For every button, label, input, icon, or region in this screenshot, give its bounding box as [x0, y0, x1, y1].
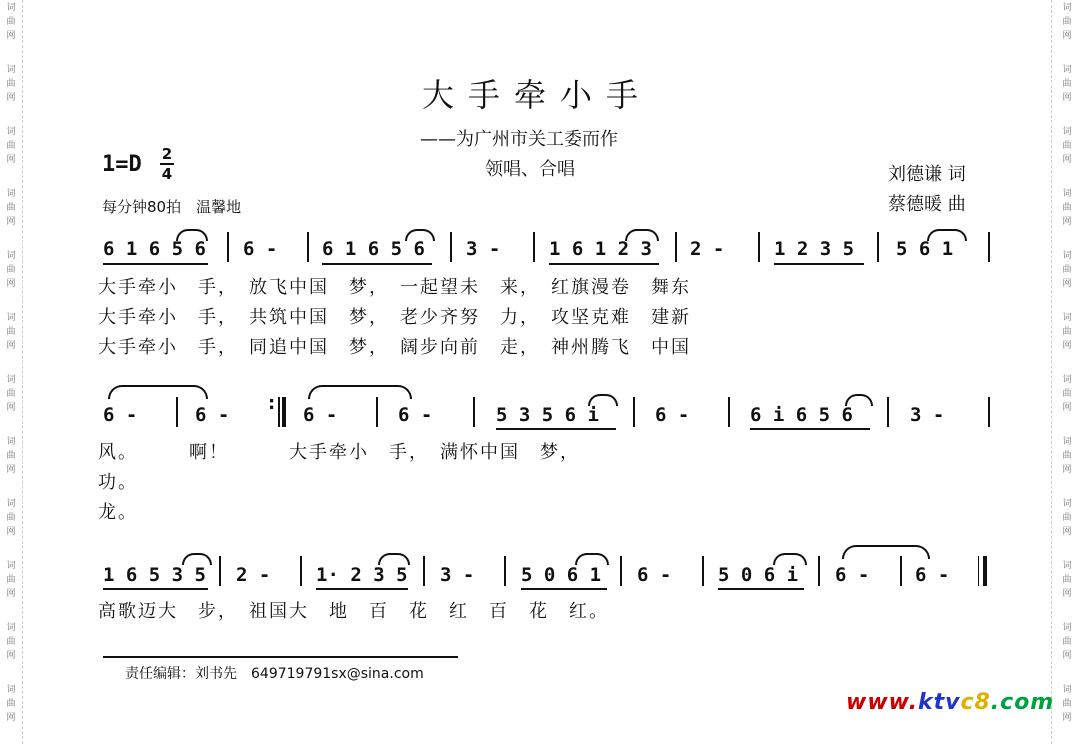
side-mark-char: 曲: [1062, 203, 1072, 213]
side-mark-char: 曲: [6, 451, 16, 461]
beam: [103, 263, 208, 265]
slur: [378, 553, 410, 565]
measure-12: 6 -: [398, 404, 433, 426]
editor-credit: 责任编辑：刘书先 649719791sx@sina.com: [125, 666, 424, 682]
side-mark-char: 网: [1062, 93, 1072, 103]
side-mark-char: 曲: [6, 327, 16, 337]
measure-19: 1· 2 3 5: [316, 564, 408, 586]
measure-1: 6 1 6 5 6: [103, 238, 206, 260]
measure-10: 6 -: [195, 404, 230, 426]
side-mark-char: 网: [6, 155, 16, 165]
time-signature-top: 2: [161, 145, 173, 163]
side-mark-char: 网: [1062, 341, 1072, 351]
barline: [533, 232, 535, 262]
barline: [307, 232, 309, 262]
barline: [450, 232, 452, 262]
song-subtitle: ——为广州市关工委而作: [420, 129, 618, 150]
measure-23: 5 0 6 i: [718, 564, 799, 586]
side-mark-char: 词: [1062, 313, 1072, 323]
side-mark-char: 词: [1062, 189, 1072, 199]
side-mark-char: 词: [6, 65, 16, 75]
beam: [322, 263, 432, 265]
beam: [496, 428, 616, 430]
time-signature: [160, 146, 174, 182]
measure-2: 6 -: [243, 238, 278, 260]
barline: [728, 397, 730, 427]
barline: [219, 556, 221, 586]
side-mark-char: 曲: [6, 79, 16, 89]
side-mark-char: 词: [6, 189, 16, 199]
barline: [633, 397, 635, 427]
slur: [588, 394, 618, 406]
side-mark-char: 网: [6, 527, 16, 537]
side-mark-char: 曲: [1062, 575, 1072, 585]
side-mark-char: 词: [1062, 623, 1072, 633]
barline: [900, 556, 902, 586]
barline: [988, 232, 990, 262]
lyric-line-2: 大手牵小 手， 共筑中国 梦， 老少齐努 力， 攻坚克难 建新: [98, 307, 691, 328]
measure-4: 3 -: [466, 238, 501, 260]
side-mark-char: 词: [6, 375, 16, 385]
tie: [842, 545, 930, 559]
side-mark-char: 词: [6, 251, 16, 261]
lyric-line-1: 大手牵小 手， 放飞中国 梦， 一起望未 来， 红旗漫卷 舞东: [98, 277, 691, 298]
barline: [504, 556, 506, 586]
barline: [176, 397, 178, 427]
performance-note: 领唱、合唱: [485, 159, 575, 180]
side-mark-char: 词: [1062, 127, 1072, 137]
tempo-marking: 每分钟80拍 温馨地: [102, 198, 242, 216]
side-mark-char: 网: [6, 93, 16, 103]
lyric-line-4: 风。 啊！ 大手牵小 手， 满怀中国 梦，: [98, 442, 580, 463]
slur: [182, 553, 212, 565]
side-mark-char: 曲: [1062, 17, 1072, 27]
time-signature-bottom: 4: [161, 165, 173, 183]
side-mark-char: 网: [1062, 527, 1072, 537]
measure-7: 1 2 3 5: [774, 238, 855, 260]
side-mark-char: 网: [1062, 217, 1072, 227]
side-mark-char: 曲: [6, 575, 16, 585]
tie: [308, 385, 412, 399]
composer-credit: 蔡德暖 曲: [888, 194, 966, 215]
measure-16: 3 -: [910, 404, 945, 426]
repeat-dots: :: [268, 393, 276, 414]
barline: [227, 232, 229, 262]
lyric-line-5: 功。: [98, 472, 138, 493]
side-mark-char: 曲: [1062, 389, 1072, 399]
measure-22: 6 -: [637, 564, 672, 586]
side-mark-char: 网: [6, 713, 16, 723]
key-signature: 1=D: [102, 152, 142, 177]
side-mark-char: 网: [6, 31, 16, 41]
lyric-line-6: 龙。: [98, 502, 138, 523]
beam: [549, 263, 659, 265]
site-www: www.: [846, 690, 918, 715]
side-mark-char: 词: [6, 685, 16, 695]
side-mark-char: 词: [1062, 3, 1072, 13]
site-ktv: ktv: [917, 690, 961, 715]
beam: [750, 428, 870, 430]
side-mark-char: 网: [6, 403, 16, 413]
side-mark-char: 曲: [6, 265, 16, 275]
measure-14: 6 -: [655, 404, 690, 426]
measure-24: 6 -: [835, 564, 870, 586]
barline: [376, 397, 378, 427]
side-mark-char: 网: [1062, 279, 1072, 289]
side-mark-char: 曲: [6, 17, 16, 27]
side-mark-char: 网: [6, 341, 16, 351]
side-mark-char: 曲: [6, 637, 16, 647]
measure-11: 6 -: [303, 404, 338, 426]
beam: [103, 588, 208, 590]
side-mark-char: 曲: [1062, 513, 1072, 523]
slur: [625, 229, 659, 241]
barline: [877, 232, 879, 262]
barline: [758, 232, 760, 262]
side-mark-char: 网: [1062, 651, 1072, 661]
side-mark-char: 网: [1062, 589, 1072, 599]
final-barline-thin: [978, 556, 979, 586]
measure-6: 2 -: [690, 238, 725, 260]
side-mark-char: 曲: [6, 699, 16, 709]
barline: [887, 397, 889, 427]
side-mark-char: 词: [6, 3, 16, 13]
final-barline-thick: [983, 556, 987, 586]
side-mark-char: 曲: [6, 141, 16, 151]
site-watermark: [846, 690, 1054, 715]
site-c8: c8: [960, 690, 991, 715]
side-mark-char: 词: [1062, 685, 1072, 695]
site-com: .com: [990, 690, 1055, 715]
measure-3: 6 1 6 5 6: [322, 238, 425, 260]
measure-18: 2 -: [236, 564, 271, 586]
side-mark-char: 网: [1062, 713, 1072, 723]
footer-rule: [103, 656, 458, 658]
side-mark-char: 词: [1062, 375, 1072, 385]
barline: [423, 556, 425, 586]
side-mark-char: 词: [6, 437, 16, 447]
measure-25: 6 -: [915, 564, 950, 586]
beam: [316, 588, 408, 590]
repeat-barline-thick: [282, 397, 286, 427]
measure-5: 1 6 1 2 3: [549, 238, 652, 260]
measure-21: 5 0 6 1: [521, 564, 602, 586]
measure-20: 3 -: [440, 564, 475, 586]
side-mark-char: 网: [1062, 31, 1072, 41]
side-mark-char: 网: [6, 279, 16, 289]
song-title: 大手牵小手: [421, 76, 652, 114]
side-mark-char: 词: [1062, 65, 1072, 75]
barline: [473, 397, 475, 427]
side-mark-char: 曲: [1062, 327, 1072, 337]
side-mark-char: 曲: [1062, 265, 1072, 275]
side-mark-char: 词: [1062, 499, 1072, 509]
side-mark-char: 词: [1062, 251, 1072, 261]
measure-8: 5 6 1: [896, 238, 954, 260]
side-mark-char: 词: [6, 561, 16, 571]
side-mark-char: 词: [6, 499, 16, 509]
beam: [774, 263, 864, 265]
slur: [845, 394, 873, 406]
lyric-line-7: 高歌迈大 步， 祖国大 地 百 花 红 百 花 红。: [98, 601, 609, 622]
beam: [521, 588, 607, 590]
barline: [702, 556, 704, 586]
measure-15: 6 i 6 5 6: [750, 404, 853, 426]
side-mark-char: 网: [6, 651, 16, 661]
measure-13: 5 3 5 6 i: [496, 404, 599, 426]
side-mark-char: 词: [1062, 437, 1072, 447]
side-mark-char: 曲: [6, 513, 16, 523]
side-mark-char: 网: [6, 217, 16, 227]
lyric-line-3: 大手牵小 手， 同追中国 梦， 阔步向前 走， 神州腾飞 中国: [98, 337, 691, 358]
slur: [176, 229, 208, 241]
measure-17: 1 6 5 3 5: [103, 564, 206, 586]
side-mark-char: 网: [6, 465, 16, 475]
measure-9: 6 -: [103, 404, 138, 426]
side-mark-char: 曲: [1062, 699, 1072, 709]
side-mark-char: 网: [1062, 465, 1072, 475]
beam: [718, 588, 804, 590]
tie: [108, 385, 208, 399]
slur: [773, 553, 807, 565]
side-mark-char: 词: [1062, 561, 1072, 571]
slur: [405, 229, 435, 241]
side-mark-char: 曲: [1062, 637, 1072, 647]
side-mark-char: 曲: [1062, 79, 1072, 89]
side-mark-char: 词: [6, 313, 16, 323]
side-mark-char: 网: [6, 589, 16, 599]
side-mark-char: 曲: [1062, 141, 1072, 151]
side-mark-char: 词: [6, 127, 16, 137]
lyricist-credit: 刘德谦 词: [888, 164, 966, 185]
side-mark-char: 曲: [6, 389, 16, 399]
barline: [300, 556, 302, 586]
slur: [575, 553, 609, 565]
repeat-barline: [278, 397, 280, 427]
barline: [818, 556, 820, 586]
side-mark-char: 曲: [1062, 451, 1072, 461]
side-mark-char: 网: [1062, 403, 1072, 413]
barline: [620, 556, 622, 586]
barline: [675, 232, 677, 262]
slur: [927, 229, 967, 241]
side-mark-char: 网: [1062, 155, 1072, 165]
side-mark-char: 曲: [6, 203, 16, 213]
barline: [988, 397, 990, 427]
side-mark-char: 词: [6, 623, 16, 633]
